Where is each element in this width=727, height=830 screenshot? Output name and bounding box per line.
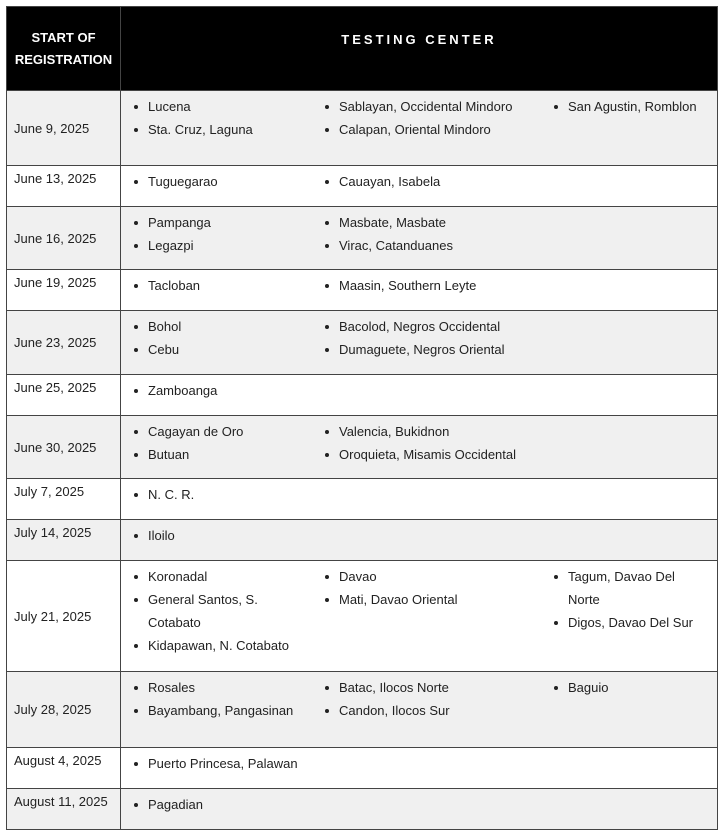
table-row [7, 311, 718, 375]
testing-center-columns [121, 520, 717, 557]
testing-centers-cell [121, 561, 718, 672]
registration-schedule-table [6, 6, 718, 830]
testing-center-list [121, 211, 312, 257]
testing-center-item: Cagayan de Oro [121, 420, 312, 443]
table-row [7, 672, 718, 748]
testing-center-list [312, 315, 541, 361]
testing-center-item: Zamboanga [121, 379, 312, 402]
testing-center-columns [121, 416, 717, 476]
registration-date: July 28, 2025 [7, 672, 121, 748]
testing-center-item: Tagum, Davao Del Norte [541, 565, 707, 611]
testing-center-header: TESTING CENTER [121, 7, 718, 91]
testing-center-item: Davao [312, 565, 541, 588]
testing-center-list [121, 676, 312, 722]
testing-center-columns [121, 91, 717, 151]
testing-center-list [312, 565, 541, 657]
testing-centers-cell [121, 479, 718, 520]
testing-center-item: Koronadal [121, 565, 312, 588]
registration-date: June 9, 2025 [7, 91, 121, 166]
testing-center-list [541, 483, 707, 506]
testing-centers-cell [121, 375, 718, 416]
schedule-table-container [6, 6, 718, 830]
testing-center-list [121, 793, 312, 816]
registration-date: June 19, 2025 [7, 270, 121, 311]
testing-center-columns [121, 479, 717, 516]
testing-center-list [541, 211, 707, 257]
table-header-row [7, 7, 718, 91]
testing-center-list [312, 420, 541, 466]
testing-center-list [312, 170, 541, 193]
table-row [7, 375, 718, 416]
testing-center-item: Dumaguete, Negros Oriental [312, 338, 541, 361]
table-row [7, 520, 718, 561]
registration-date: August 11, 2025 [7, 789, 121, 830]
testing-center-list [541, 420, 707, 466]
testing-center-item: Bayambang, Pangasinan [121, 699, 312, 722]
table-body [7, 91, 718, 830]
testing-center-list [541, 524, 707, 547]
registration-date: June 23, 2025 [7, 311, 121, 375]
testing-center-list [312, 676, 541, 722]
testing-centers-cell [121, 91, 718, 166]
table-row [7, 561, 718, 672]
testing-center-columns [121, 748, 717, 785]
testing-center-item: N. C. R. [121, 483, 312, 506]
testing-center-item: Legazpi [121, 234, 312, 257]
testing-center-list [121, 274, 312, 297]
testing-center-item: Tacloban [121, 274, 312, 297]
date-header-line2: REGISTRATION [14, 51, 113, 67]
testing-center-columns [121, 672, 717, 732]
testing-center-columns [121, 561, 717, 667]
testing-center-item: Bacolod, Negros Occidental [312, 315, 541, 338]
testing-center-list [121, 379, 312, 402]
registration-date: August 4, 2025 [7, 748, 121, 789]
testing-center-item: Baguio [541, 676, 707, 699]
testing-center-list [121, 170, 312, 193]
testing-center-item: Sablayan, Occidental Mindoro [312, 95, 541, 118]
testing-center-item: Kidapawan, N. Cotabato [121, 634, 312, 657]
testing-centers-cell [121, 207, 718, 270]
testing-center-item: Pampanga [121, 211, 312, 234]
registration-date: July 7, 2025 [7, 479, 121, 520]
testing-center-list [541, 752, 707, 775]
testing-centers-cell [121, 311, 718, 375]
testing-center-item: Cebu [121, 338, 312, 361]
testing-center-list [312, 379, 541, 402]
testing-center-list [121, 95, 312, 141]
testing-center-item: Masbate, Masbate [312, 211, 541, 234]
table-row [7, 789, 718, 830]
testing-center-list [541, 793, 707, 816]
testing-center-item: Lucena [121, 95, 312, 118]
testing-centers-cell [121, 166, 718, 207]
testing-center-list [121, 315, 312, 361]
testing-center-item: Mati, Davao Oriental [312, 588, 541, 611]
registration-date: July 14, 2025 [7, 520, 121, 561]
testing-center-item: Sta. Cruz, Laguna [121, 118, 312, 141]
registration-date: June 13, 2025 [7, 166, 121, 207]
testing-center-list [312, 793, 541, 816]
testing-center-item: Cauayan, Isabela [312, 170, 541, 193]
table-row [7, 270, 718, 311]
table-row [7, 416, 718, 479]
testing-centers-cell [121, 520, 718, 561]
testing-center-list [121, 565, 312, 657]
testing-center-list [312, 95, 541, 141]
testing-centers-cell [121, 416, 718, 479]
testing-center-item: Butuan [121, 443, 312, 466]
testing-center-list [121, 483, 312, 506]
testing-centers-cell [121, 789, 718, 830]
testing-center-columns [121, 375, 717, 412]
testing-center-item: Pagadian [121, 793, 312, 816]
testing-center-list [541, 170, 707, 193]
testing-center-list [121, 752, 312, 775]
testing-center-columns [121, 166, 717, 203]
testing-center-list [312, 752, 541, 775]
testing-center-list [312, 483, 541, 506]
testing-center-columns [121, 270, 717, 307]
testing-center-item: Virac, Catanduanes [312, 234, 541, 257]
testing-center-list [541, 565, 707, 657]
testing-centers-cell [121, 672, 718, 748]
testing-center-list [312, 211, 541, 257]
testing-center-list [541, 95, 707, 141]
date-header-line1: START OF [31, 29, 96, 45]
testing-center-list [312, 274, 541, 297]
table-row [7, 748, 718, 789]
testing-center-columns [121, 207, 717, 267]
table-row [7, 207, 718, 270]
testing-center-list [541, 379, 707, 402]
testing-center-item: Digos, Davao Del Sur [541, 611, 707, 634]
testing-centers-cell [121, 270, 718, 311]
testing-center-item: San Agustin, Romblon [541, 95, 707, 118]
testing-center-item: Batac, Ilocos Norte [312, 676, 541, 699]
testing-center-item: Valencia, Bukidnon [312, 420, 541, 443]
testing-center-columns [121, 311, 717, 371]
table-row [7, 479, 718, 520]
testing-center-columns [121, 789, 717, 826]
testing-center-item: Iloilo [121, 524, 312, 547]
testing-centers-cell [121, 748, 718, 789]
registration-date: June 25, 2025 [7, 375, 121, 416]
table-row [7, 166, 718, 207]
testing-center-list [312, 524, 541, 547]
registration-date: June 30, 2025 [7, 416, 121, 479]
testing-center-item: General Santos, S. Cotabato [121, 588, 312, 634]
testing-center-item: Rosales [121, 676, 312, 699]
testing-center-list [121, 524, 312, 547]
testing-center-list [541, 274, 707, 297]
testing-center-item: Bohol [121, 315, 312, 338]
testing-center-item: Candon, Ilocos Sur [312, 699, 541, 722]
testing-center-item: Maasin, Southern Leyte [312, 274, 541, 297]
testing-center-item: Calapan, Oriental Mindoro [312, 118, 541, 141]
testing-center-item: Oroquieta, Misamis Occidental [312, 443, 541, 466]
testing-center-item: Tuguegarao [121, 170, 312, 193]
registration-date: July 21, 2025 [7, 561, 121, 672]
testing-center-item: Puerto Princesa, Palawan [121, 752, 312, 775]
start-of-registration-header [7, 7, 121, 91]
table-row [7, 91, 718, 166]
testing-center-list [121, 420, 312, 466]
testing-center-list [541, 315, 707, 361]
testing-center-list [541, 676, 707, 722]
registration-date: June 16, 2025 [7, 207, 121, 270]
